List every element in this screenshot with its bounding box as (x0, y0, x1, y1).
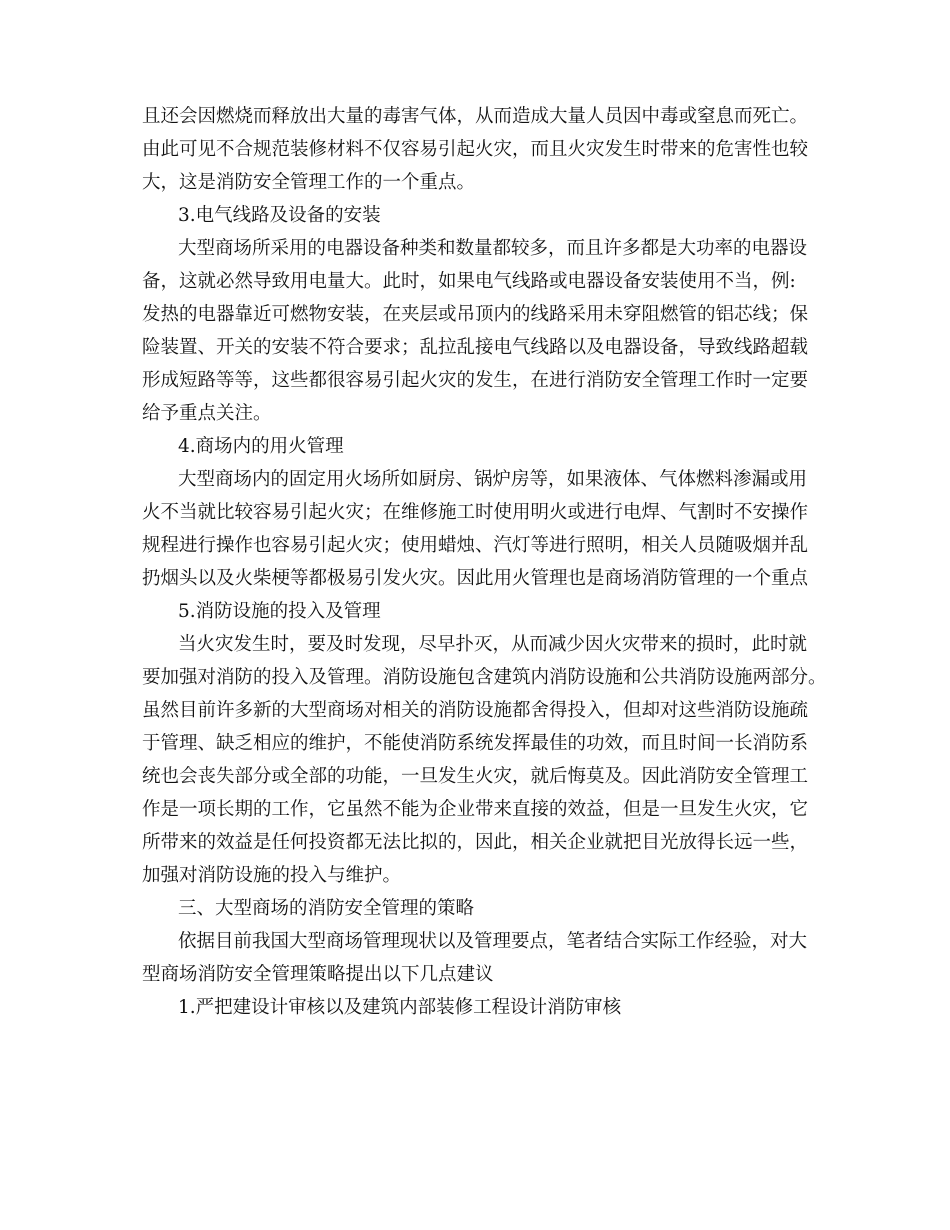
text-line: 依据目前我国大型商场管理现状以及管理要点，笔者结合实际工作经验，对大 (178, 931, 808, 952)
text-line: 大型商场所采用的电器设备种类和数量都较多，而且许多都是大功率的电器设 (178, 238, 808, 259)
text-line: 给予重点关注。 (142, 403, 272, 424)
text-line: 作是一项长期的工作，它虽然不能为企业带来直接的效益，但是一旦发生火灾，它 (142, 799, 809, 820)
text-line: 险装置、开关的安装不符合要求；乱拉乱接电气线路以及电器设备，导致线路超载 (142, 337, 809, 358)
text-line: 大，这是消防安全管理工作的一个重点。 (142, 172, 476, 193)
text-line: 由此可见不合规范装修材料不仅容易引起火灾，而且火灾发生时带来的危害性也较 (142, 139, 809, 160)
text-line: 火不当就比较容易引起火灾；在维修施工时使用明火或进行电焊、气割时不安操作 (142, 502, 809, 523)
text-line: 统也会丧失部分或全部的功能，一旦发生火灾，就后悔莫及。因此消防安全管理工 (142, 766, 809, 787)
chapter-heading: 三、大型商场的消防安全管理的策略 (178, 898, 475, 919)
text-line: 所带来的效益是任何投资都无法比拟的，因此，相关企业就把目光放得长远一些， (142, 832, 809, 853)
text-line: 备，这就必然导致用电量大。此时，如果电气线路或电器设备安装使用不当，例: (142, 271, 796, 292)
text-line: 大型商场内的固定用火场所如厨房、锅炉房等，如果液体、气体燃料渗漏或用 (178, 469, 808, 490)
text-line: 且还会因燃烧而释放出大量的毒害气体，从而造成大量人员因中毒或窒息而死亡。 (142, 106, 809, 127)
text-line: 虽然目前许多新的大型商场对相关的消防设施都舍得投入，但却对这些消防设施疏 (142, 700, 809, 721)
section-heading: 5.消防设施的投入及管理 (178, 601, 381, 622)
text-line: 加强对消防设施的投入与维护。 (142, 865, 402, 886)
document-body (142, 100, 827, 1024)
text-line: 当火灾发生时，要及时发现，尽早扑灭，从而减少因火灾带来的损时，此时就 (178, 634, 808, 655)
text-line: 规程进行操作也容易引起火灾；使用蜡烛、汽灯等进行照明，相关人员随吸烟并乱 (142, 535, 809, 556)
section-heading: 1.严把建设计审核以及建筑内部装修工程设计消防审核 (178, 997, 622, 1018)
text-line: 要加强对消防的投入及管理。消防设施包含建筑内消防设施和公共消防设施两部分。 (142, 667, 827, 688)
section-heading: 4.商场内的用火管理 (178, 436, 344, 457)
text-line: 扔烟头以及火柴梗等都极易引发火灾。因此用火管理也是商场消防管理的一个重点 (142, 568, 809, 589)
text-line: 于管理、缺乏相应的维护，不能使消防系统发挥最佳的功效，而且时间一长消防系 (142, 733, 809, 754)
text-line: 发热的电器靠近可燃物安装，在夹层或吊顶内的线路采用未穿阻燃管的铝芯线；保 (142, 304, 809, 325)
text-line: 形成短路等等，这些都很容易引起火灾的发生，在进行消防安全管理工作时一定要 (142, 370, 809, 391)
section-heading: 3.电气线路及设备的安装 (178, 205, 381, 226)
text-line: 型商场消防安全管理策略提出以下几点建议 (142, 964, 494, 985)
